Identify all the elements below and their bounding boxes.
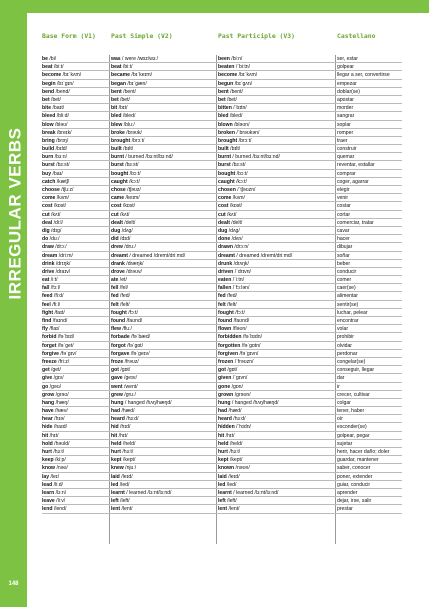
past-simple-cell: beat /biːt/ [111, 64, 133, 71]
past-participle-cell: burst /bɜːst/ [218, 162, 246, 169]
past-participle-cell: hit /hɪt/ [218, 432, 235, 439]
past-participle-cell: bent /bent/ [218, 88, 243, 95]
spanish-cell: soplar [337, 121, 351, 128]
base-form-cell: eat /iːt/ [42, 277, 58, 284]
past-simple-cell: drove /drəʊv/ [111, 268, 142, 275]
table-row [42, 137, 402, 145]
past-participle-cell: drunk /drʌŋk/ [218, 260, 249, 267]
past-simple-cell: lent /lent/ [111, 506, 133, 513]
past-simple-cell: chose /tʃəʊz/ [111, 187, 141, 193]
table-row [42, 170, 402, 178]
table-row [42, 284, 402, 292]
row-rule [42, 513, 402, 514]
table-row [42, 268, 402, 276]
spanish-cell: herir, hacer daño; doler [337, 449, 390, 455]
past-simple-cell: forgot /fəˈgɒt/ [111, 342, 143, 349]
base-form-cell: drive /draɪv/ [42, 268, 71, 275]
past-simple-cell: dug /dʌg/ [111, 227, 133, 234]
past-participle-cell: hurt /hɜːt/ [218, 449, 241, 455]
table-row [42, 194, 402, 202]
spanish-cell: comer [337, 277, 352, 284]
side-tab [0, 0, 27, 607]
spanish-cell: comprar [337, 170, 356, 177]
base-form-cell: catch /kætʃ/ [42, 178, 70, 185]
past-participle-cell: bitten /ˈbɪtn/ [218, 105, 247, 112]
past-simple-cell: froze /frəʊz/ [111, 358, 139, 365]
past-participle-cell: broken /ˈbrəʊkən/ [218, 129, 260, 136]
base-form-cell: begin /bɪˈgɪn/ [42, 80, 74, 87]
verb-table [42, 55, 402, 514]
past-simple-cell: held /held/ [111, 440, 136, 447]
past-participle-cell: built /bɪlt/ [218, 146, 241, 153]
table-row [42, 211, 402, 219]
base-form-cell: find /faɪnd/ [42, 318, 68, 324]
past-participle-cell: given /ˈgɪvn/ [218, 375, 248, 382]
past-participle-cell: learnt / learned /lɜːnt/lɜːnd/ [218, 489, 279, 496]
column-headers [0, 32, 429, 42]
table-row [42, 333, 402, 341]
table-row [42, 63, 402, 71]
past-participle-cell: dug /dʌg/ [218, 227, 240, 234]
table-row [42, 219, 402, 227]
spanish-cell: ir [337, 383, 340, 390]
base-form-cell: drink /drɪŋk/ [42, 260, 71, 267]
past-participle-cell: hidden /ˈhɪdn/ [218, 424, 251, 431]
table-row [42, 505, 402, 513]
spanish-cell: morder [337, 105, 354, 112]
table-row [42, 292, 402, 300]
spanish-cell: conducir [337, 268, 357, 275]
table-row [42, 440, 402, 448]
table-row [42, 260, 402, 268]
table-row [42, 399, 402, 407]
table-row [42, 423, 402, 431]
past-simple-cell: bought /bɔːt/ [111, 170, 141, 177]
past-participle-cell: known /nəʊn/ [218, 465, 250, 472]
past-simple-cell: began /bɪˈgæn/ [111, 80, 147, 87]
past-participle-cell: kept /kept/ [218, 457, 243, 464]
past-participle-cell: burnt / burned /bɜːnt/bɜːnd/ [218, 154, 280, 161]
spanish-cell: guardar, mantener [337, 457, 379, 464]
past-participle-cell: flown /fləʊn/ [218, 326, 247, 333]
past-simple-cell: fell /fel/ [111, 285, 129, 292]
table-row [42, 448, 402, 456]
spanish-cell: elegir [337, 187, 350, 193]
spanish-cell: luchar, pelear [337, 309, 368, 316]
table-row [42, 325, 402, 333]
top-color-bar [0, 0, 429, 13]
table-row [42, 235, 402, 243]
table-row [42, 55, 402, 63]
past-simple-cell: left /left/ [111, 498, 130, 505]
spanish-cell: sentir(se) [337, 301, 359, 308]
spanish-cell: golpear, pegar [337, 432, 370, 439]
past-simple-cell: brought /brɔːt/ [111, 137, 145, 144]
base-form-cell: buy /baɪ/ [42, 170, 63, 177]
past-participle-cell: cut /kʌt/ [218, 211, 237, 218]
spanish-cell: venir [337, 195, 349, 202]
base-form-cell: deal /diːl/ [42, 219, 63, 226]
table-row [42, 71, 402, 79]
past-simple-cell: forgave /fəˈgeɪv/ [111, 350, 150, 357]
past-participle-cell: dealt /delt/ [218, 219, 243, 226]
spanish-cell: congelar(se) [337, 358, 366, 365]
base-form-cell: draw /drɔː/ [42, 244, 67, 251]
table-row [42, 374, 402, 382]
spanish-cell: colgar [337, 399, 351, 406]
past-simple-cell: hung / hanged /hʌŋ/hæŋd/ [111, 399, 172, 406]
header-past-simple: Past Simple (V2) [111, 32, 173, 40]
spanish-cell: dar [337, 375, 345, 382]
past-participle-cell: brought /brɔːt/ [218, 137, 252, 144]
spanish-cell: ser, estar [337, 56, 358, 62]
past-simple-cell: burnt / burned /bɜːnt/bɜːnd/ [111, 154, 173, 161]
base-form-cell: dig /dɪg/ [42, 227, 62, 234]
past-participle-cell: caught /kɔːt/ [218, 178, 247, 185]
past-simple-cell: caught /kɔːt/ [111, 178, 140, 185]
past-participle-cell: driven /ˈdrɪvn/ [218, 268, 251, 275]
spanish-cell: doblar(se) [337, 88, 360, 95]
base-form-cell: grow /grəʊ/ [42, 391, 69, 398]
base-form-cell: fly /flaɪ/ [42, 326, 60, 333]
table-row [42, 464, 402, 472]
past-participle-cell: dreamt / dreamed /dremt/driːmd/ [218, 252, 293, 259]
past-simple-cell: bent /bent/ [111, 88, 136, 95]
spanish-cell: beber [337, 260, 351, 267]
past-simple-cell: dreamt / dreamed /dremt/driːmd/ [111, 252, 186, 259]
spanish-cell: reventar, estallar [337, 162, 375, 169]
table-row [42, 186, 402, 194]
spanish-cell: volar [337, 326, 349, 333]
past-participle-cell: got /gɒt/ [218, 367, 238, 374]
past-participle-cell: been /biːn/ [218, 56, 243, 62]
table-row [42, 145, 402, 153]
past-participle-cell: led /led/ [218, 481, 237, 488]
table-row [42, 80, 402, 88]
past-participle-cell: drawn /drɔːn/ [218, 244, 249, 251]
past-simple-cell: hurt /hɜːt/ [111, 449, 134, 455]
base-form-cell: freeze /friːz/ [42, 358, 70, 365]
base-form-cell: learn /lɜːn/ [42, 489, 67, 496]
spanish-cell: soñar [337, 252, 350, 259]
past-participle-cell: fought /fɔːt/ [218, 309, 245, 316]
base-form-cell: beat /biːt/ [42, 64, 64, 71]
table-row [42, 497, 402, 505]
base-form-cell: bring /brɪŋ/ [42, 137, 69, 144]
table-row [42, 391, 402, 399]
spanish-cell: crecer, cultivar [337, 391, 370, 398]
past-participle-cell: frozen /ˈfrəʊzn/ [218, 358, 254, 365]
base-form-cell: get /get/ [42, 367, 61, 374]
base-form-cell: bite /baɪt/ [42, 105, 65, 112]
spanish-cell: apostar [337, 96, 354, 103]
past-simple-cell: was / were /wɒz/wɜː/ [111, 56, 159, 62]
spanish-cell: dibujar [337, 244, 353, 251]
table-row [42, 96, 402, 104]
base-form-cell: feel /fiːl/ [42, 301, 61, 308]
past-simple-cell: did /dɪd/ [111, 236, 131, 243]
base-form-cell: come /kʌm/ [42, 195, 69, 202]
spanish-cell: esconder(se) [337, 424, 367, 431]
spanish-cell: alimentar [337, 293, 358, 300]
base-form-cell: forgive /fəˈgɪv/ [42, 350, 77, 357]
spanish-cell: empezar [337, 80, 357, 87]
spanish-cell: sujetar [337, 440, 353, 447]
base-form-cell: hang /hæŋ/ [42, 399, 69, 406]
table-row [42, 227, 402, 235]
base-form-cell: hit /hɪt/ [42, 432, 59, 439]
past-simple-cell: broke /brəʊk/ [111, 129, 142, 136]
base-form-cell: bet /bet/ [42, 96, 61, 103]
spanish-cell: prohibir [337, 334, 354, 341]
past-simple-cell: learnt / learned /lɜːnt/lɜːnd/ [111, 489, 172, 496]
table-row [42, 317, 402, 325]
past-simple-cell: kept /kept/ [111, 457, 136, 464]
table-row [42, 489, 402, 497]
base-form-cell: lead /liːd/ [42, 481, 63, 488]
past-simple-cell: had /hæd/ [111, 408, 135, 415]
past-participle-cell: laid /leɪd/ [218, 473, 240, 480]
past-participle-cell: done /dʌn/ [218, 236, 243, 243]
past-participle-cell: gone /gɒn/ [218, 383, 243, 390]
past-simple-cell: cost /kɒst/ [111, 203, 136, 210]
past-participle-cell: felt /felt/ [218, 301, 237, 308]
table-row [42, 366, 402, 374]
past-simple-cell: fed /fed/ [111, 293, 130, 300]
base-form-cell: give /gɪv/ [42, 375, 64, 382]
base-form-cell: choose /tʃuːz/ [42, 187, 74, 193]
table-row [42, 407, 402, 415]
past-simple-cell: got /gɒt/ [111, 367, 131, 374]
spanish-cell: cortar [337, 211, 351, 218]
past-participle-cell: beaten /ˈbiːtn/ [218, 64, 250, 71]
past-simple-cell: ate /et/ [111, 277, 127, 284]
spanish-cell: tener, haber [337, 408, 365, 415]
past-participle-cell: grown /grəʊn/ [218, 391, 251, 398]
base-form-cell: hide /haɪd/ [42, 424, 68, 431]
table-row [42, 178, 402, 186]
table-row [42, 301, 402, 309]
past-simple-cell: built /bɪlt/ [111, 146, 134, 153]
spanish-cell: golpear [337, 64, 354, 71]
table-row [42, 202, 402, 210]
past-simple-cell: went /went/ [111, 383, 138, 390]
header-past-participle: Past Participle (V3) [218, 32, 295, 40]
table-row [42, 104, 402, 112]
spanish-cell: aprender [337, 489, 358, 496]
table-row [42, 252, 402, 260]
spanish-cell: comerciar, tratar [337, 219, 374, 226]
table-row [42, 88, 402, 96]
past-simple-cell: gave /geɪv/ [111, 375, 137, 382]
past-participle-cell: held /held/ [218, 440, 243, 447]
base-form-cell: forget /fəˈget/ [42, 342, 74, 349]
spanish-cell: construir [337, 146, 357, 153]
spanish-cell: sangrar [337, 113, 355, 120]
base-form-cell: cost /kɒst/ [42, 203, 67, 210]
past-simple-cell: heard /hɜːd/ [111, 416, 139, 423]
past-simple-cell: led /led/ [111, 481, 130, 488]
base-form-cell: burn /bɜːn/ [42, 154, 67, 161]
table-row [42, 342, 402, 350]
past-participle-cell: cost /kɒst/ [218, 203, 243, 210]
past-simple-cell: felt /felt/ [111, 301, 130, 308]
base-form-cell: blow /bləʊ/ [42, 121, 68, 128]
past-participle-cell: eaten /ˈiːtn/ [218, 277, 245, 284]
base-form-cell: bend /bend/ [42, 88, 70, 95]
past-participle-cell: found /faʊnd/ [218, 318, 250, 324]
base-form-cell: keep /kiːp/ [42, 457, 66, 464]
spanish-cell: cavar [337, 227, 350, 234]
base-form-cell: be /bi/ [42, 56, 57, 62]
base-form-cell: build /bɪld/ [42, 146, 68, 153]
table-row [42, 481, 402, 489]
past-simple-cell: hid /hɪd/ [111, 424, 131, 431]
side-title: IRREGULAR VERBS [5, 127, 25, 300]
past-simple-cell: blew /bluː/ [111, 121, 135, 128]
spanish-cell: conseguir, llegar [337, 367, 375, 374]
base-form-cell: hear /hɪə/ [42, 416, 65, 423]
spanish-cell: costar [337, 203, 351, 210]
spanish-cell: encontrar [337, 318, 359, 324]
base-form-cell: become /bɪˈkʌm/ [42, 72, 82, 79]
past-participle-cell: fallen /ˈfɔːlən/ [218, 285, 250, 292]
spanish-cell: perdonar [337, 350, 358, 357]
base-form-cell: fight /faɪt/ [42, 309, 65, 316]
past-participle-cell: hung / hanged /hʌŋ/hæŋd/ [218, 399, 279, 406]
base-form-cell: bleed /bliːd/ [42, 113, 69, 120]
table-row [42, 276, 402, 284]
base-form-cell: leave /liːv/ [42, 498, 66, 505]
past-simple-cell: drank /dræŋk/ [111, 260, 144, 267]
table-row [42, 309, 402, 317]
past-simple-cell: dealt /delt/ [111, 219, 136, 226]
past-participle-cell: bet /bet/ [218, 96, 237, 103]
past-simple-cell: forbade /fəˈbæd/ [111, 334, 151, 341]
header-base-form: Base Form (V1) [42, 32, 96, 40]
past-simple-cell: found /faʊnd/ [111, 318, 143, 324]
base-form-cell: know /nəʊ/ [42, 465, 68, 472]
base-form-cell: dream /driːm/ [42, 252, 73, 259]
past-participle-cell: come /kʌm/ [218, 195, 245, 202]
base-form-cell: break /breɪk/ [42, 129, 72, 136]
past-participle-cell: lent /lent/ [218, 506, 240, 513]
spanish-cell: poner, extender [337, 473, 373, 480]
spanish-cell: olvidar [337, 342, 353, 349]
base-form-cell: go /gəʊ/ [42, 383, 62, 390]
spanish-cell: caer(se) [337, 285, 356, 292]
past-participle-cell: forgotten /fəˈgɒtn/ [218, 342, 261, 349]
past-simple-cell: laid /leɪd/ [111, 473, 133, 480]
past-simple-cell: knew /njuː/ [111, 465, 137, 472]
past-simple-cell: burst /bɜːst/ [111, 162, 139, 169]
table-row [42, 432, 402, 440]
past-simple-cell: became /bɪˈkeɪm/ [111, 72, 153, 79]
spanish-cell: coger, agarrar [337, 178, 369, 185]
past-simple-cell: came /keɪm/ [111, 195, 140, 202]
past-participle-cell: forgiven /fəˈgɪvn/ [218, 350, 259, 357]
table-row [42, 473, 402, 481]
spanish-cell: dejar, irse, salir [337, 498, 372, 505]
base-form-cell: hold /həʊld/ [42, 440, 70, 447]
base-form-cell: cut /kʌt/ [42, 211, 61, 218]
table-row [42, 153, 402, 161]
past-simple-cell: hit /hɪt/ [111, 432, 128, 439]
spanish-cell: saber, conocer [337, 465, 371, 472]
past-participle-cell: bled /bled/ [218, 113, 243, 120]
table-row [42, 358, 402, 366]
past-participle-cell: forbidden /fəˈbɪdn/ [218, 334, 262, 341]
spanish-cell: traer [337, 137, 348, 144]
past-simple-cell: drew /druː/ [111, 244, 136, 251]
past-simple-cell: fought /fɔːt/ [111, 309, 138, 316]
spanish-cell: guiar, conducir [337, 481, 371, 488]
table-row [42, 161, 402, 169]
base-form-cell: lay /leɪ/ [42, 473, 60, 480]
spanish-cell: prestar [337, 506, 353, 513]
spanish-cell: llegar a ser, convertirse [337, 72, 390, 79]
table-row [42, 383, 402, 391]
table-row [42, 121, 402, 129]
table-row [42, 129, 402, 137]
header-spanish: Castellano [337, 32, 376, 40]
past-simple-cell: bet /bet/ [111, 96, 130, 103]
past-participle-cell: left /left/ [218, 498, 237, 505]
past-simple-cell: grew /gruː/ [111, 391, 136, 398]
base-form-cell: hurt /hɜːt/ [42, 449, 65, 455]
past-participle-cell: had /hæd/ [218, 408, 242, 415]
past-participle-cell: become /bɪˈkʌm/ [218, 72, 258, 79]
base-form-cell: forbid /fəˈbɪd/ [42, 334, 75, 341]
table-row [42, 243, 402, 251]
base-form-cell: fall /fɔːl/ [42, 285, 61, 292]
base-form-cell: feed /fiːd/ [42, 293, 64, 300]
past-simple-cell: bit /bɪt/ [111, 105, 128, 112]
past-participle-cell: chosen /ˈtʃəʊzn/ [218, 187, 256, 193]
table-row [42, 112, 402, 120]
spanish-cell: oír [337, 416, 343, 423]
base-form-cell: do /duː/ [42, 236, 60, 243]
base-form-cell: burst /bɜːst/ [42, 162, 70, 169]
past-simple-cell: cut /kʌt/ [111, 211, 130, 218]
table-row [42, 456, 402, 464]
past-participle-cell: bought /bɔːt/ [218, 170, 248, 177]
base-form-cell: have /hæv/ [42, 408, 68, 415]
past-simple-cell: flew /fluː/ [111, 326, 132, 333]
spanish-cell: quemar [337, 154, 355, 161]
page-number: 148 [1, 579, 26, 589]
base-form-cell: lend /lend/ [42, 506, 67, 513]
past-participle-cell: begun /bɪˈgʌn/ [218, 80, 253, 87]
past-participle-cell: blown /bləʊn/ [218, 121, 250, 128]
spanish-cell: hacer [337, 236, 350, 243]
table-row [42, 350, 402, 358]
past-simple-cell: bled /bled/ [111, 113, 136, 120]
past-participle-cell: fed /fed/ [218, 293, 237, 300]
spanish-cell: romper [337, 129, 354, 136]
past-participle-cell: heard /hɜːd/ [218, 416, 246, 423]
table-row [42, 415, 402, 423]
